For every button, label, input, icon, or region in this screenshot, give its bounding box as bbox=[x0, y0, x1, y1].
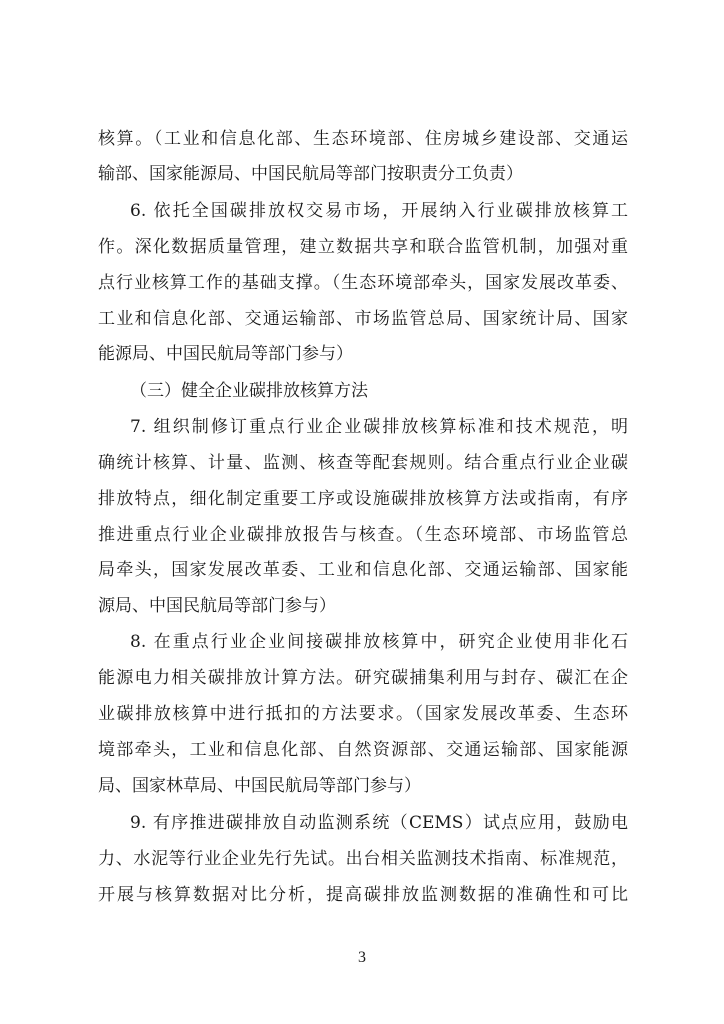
text-line-10: 确统计核算、计量、监测、核查等配套规则。结合重点行业企业碳 bbox=[98, 453, 628, 473]
text-line-9: 7. 组织制修订重点行业企业碳排放核算标准和技术规范，明 bbox=[130, 417, 628, 437]
text-line-16: 能源电力相关碳排放计算方法。研究碳捕集利用与封存、碳汇在企 bbox=[98, 668, 628, 688]
text-line-19: 局、国家林草局、中国民航局等部门参与） bbox=[98, 776, 421, 796]
text-line-21: 力、水泥等行业企业先行先试。出台相关监测技术指南、标准规范， bbox=[98, 849, 628, 869]
text-line-4: 作。深化数据质量管理，建立数据共享和联合监管机制，加强对重 bbox=[98, 237, 628, 257]
text-line-7: 能源局、中国民航局等部门参与） bbox=[98, 344, 353, 364]
text-line-1: 核算。（工业和信息化部、生态环境部、住房城乡建设部、交通运 bbox=[98, 129, 628, 149]
text-line-18: 境部牵头，工业和信息化部、自然资源部、交通运输部、国家能源 bbox=[98, 740, 628, 760]
text-line-22: 开展与核算数据对比分析，提高碳排放监测数据的准确性和可比 bbox=[98, 885, 628, 905]
text-line-11: 排放特点，细化制定重要工序或设施碳排放核算方法或指南，有序 bbox=[98, 489, 628, 509]
text-line-5: 点行业核算工作的基础支撑。（生态环境部牵头，国家发展改革委、 bbox=[98, 273, 628, 293]
page-number: 3 bbox=[358, 949, 366, 966]
section-heading: （三）健全企业碳排放核算方法 bbox=[130, 381, 368, 401]
text-line-3: 6. 依托全国碳排放权交易市场，开展纳入行业碳排放核算工 bbox=[130, 201, 628, 221]
text-line-14: 源局、中国民航局等部门参与） bbox=[98, 596, 336, 616]
text-line-17: 业碳排放核算中进行抵扣的方法要求。（国家发展改革委、生态环 bbox=[98, 704, 628, 724]
text-line-20: 9. 有序推进碳排放自动监测系统（CEMS）试点应用，鼓励电 bbox=[130, 813, 628, 833]
text-line-13: 局牵头，国家发展改革委、工业和信息化部、交通运输部、国家能 bbox=[98, 560, 628, 580]
text-line-15: 8. 在重点行业企业间接碳排放核算中，研究企业使用非化石 bbox=[130, 632, 628, 652]
text-line-12: 推进重点行业企业碳排放报告与核查。（生态环境部、市场监管总 bbox=[98, 525, 628, 545]
text-line-6: 工业和信息化部、交通运输部、市场监管总局、国家统计局、国家 bbox=[98, 309, 628, 329]
text-line-2: 输部、国家能源局、中国民航局等部门按职责分工负责） bbox=[98, 164, 523, 184]
